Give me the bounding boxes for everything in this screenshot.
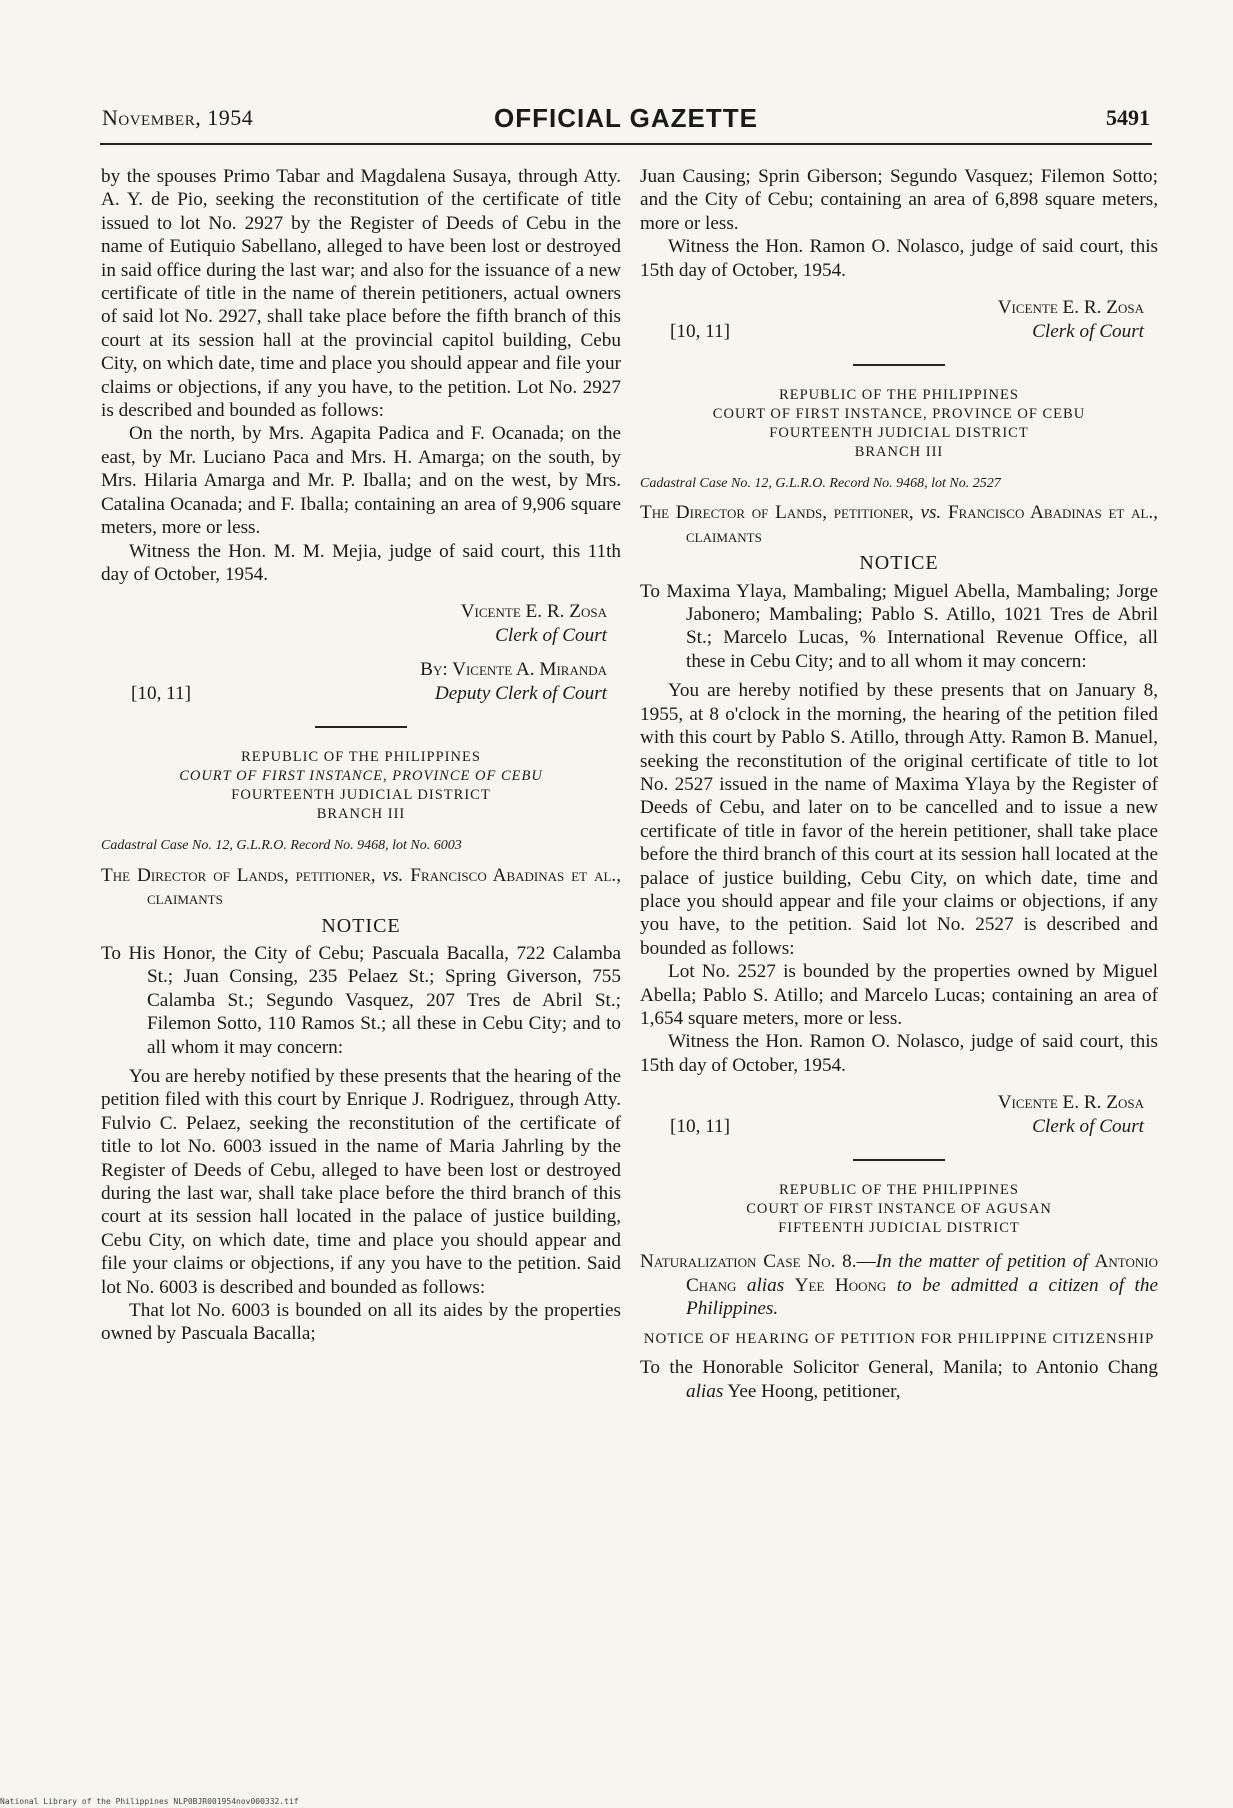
caption-matter: In the matter of petition of <box>875 1251 1095 1273</box>
lot-description-paragraph: That lot No. 6003 is bounded on all its aides by the properties owned by Pascuala Bacalla; <box>101 1300 621 1345</box>
court-line-district: FOURTEENTH JUDICIAL DISTRICT <box>769 425 1029 442</box>
signature-block-2 <box>640 1091 1158 1141</box>
publication-code: [10, 11] <box>131 683 192 705</box>
petitioner-name: Antonio Chang <box>686 1251 1158 1296</box>
court-line-district: FOURTEENTH JUDICIAL DISTRICT <box>231 787 491 804</box>
caption-claimants: Francisco Abadinas et al., claimants <box>686 502 1158 547</box>
court-line-district: FIFTEENTH JUDICIAL DISTRICT <box>778 1220 1020 1237</box>
court-line-republic: REPUBLIC OF THE PHILIPPINES <box>241 749 481 766</box>
signatory-name: Vicente E. R. Zosa <box>997 297 1144 319</box>
court-line-instance: COURT OF FIRST INSTANCE, PROVINCE OF CEBU <box>179 768 543 785</box>
case-caption <box>640 501 1158 548</box>
naturalization-case-label: Naturalization Case No. 8. <box>640 1251 857 1273</box>
alias-word: alias <box>736 1274 795 1296</box>
page-header <box>100 103 1152 145</box>
right-column <box>640 165 1158 1403</box>
signatory-title: Clerk of Court <box>495 625 607 647</box>
court-line-instance: COURT OF FIRST INSTANCE, PROVINCE OF CEBU <box>712 406 1086 423</box>
court-line-republic: REPUBLIC OF THE PHILIPPINES <box>779 387 1019 404</box>
notice-title: NOTICE <box>859 552 939 575</box>
signatory-name: Vicente E. R. Zosa <box>460 601 607 623</box>
case-caption <box>101 864 621 911</box>
witness-paragraph: Witness the Hon. M. M. Mejia, judge of said court, this 11th day of October, 1954. <box>101 540 621 585</box>
hearing-notice-title: NOTICE OF HEARING OF PETITION FOR PHILIPPINE CITIZENSHIP <box>643 1331 1155 1348</box>
section-divider-2 <box>853 1159 945 1161</box>
final-addressees <box>640 1356 1158 1403</box>
publication-title: OFFICIAL GAZETTE <box>494 103 758 133</box>
signatory-title: Clerk of Court <box>1032 1116 1144 1138</box>
case-record: Cadastral Case No. 12, G.L.R.O. Record No. 9468, lot No. 2527 <box>640 476 1001 492</box>
caption-petitioner: The Director of Lands, petitioner, <box>640 502 921 524</box>
publication-code: [10, 11] <box>670 321 731 343</box>
continued-paragraph: by the spouses Primo Tabar and Magdalena Susaya, through Atty. A. Y. de Pio, seeking the reconstitution of the certificate of title issued to lot No. 2927 by the Register of Deeds of Cebu in the name of Eutiquio Sabellano, alleged to have been lost or destroyed in said office during the last war; and also for the issuance of a new certificate of title in the name of therein petitioners, actual owners of said lot No. 2927, shall take place before the fifth branch of this court at its session hall at the provincial capitol building, Cebu City, on which date, time and place you should appear and file your claims or objections, if any you have, to the petition. Lot No. 2927 is described and bounded as follows: <box>101 166 621 422</box>
addressees-paragraph: To His Honor, the City of Cebu; Pascuala Bacalla, 722 Calamba St.; Juan Consing, 235 Pelaez St.; Spring Giverson, 755 Calamba St.; Segundo Vasquez, 207 Tres de Abril St.; Filemon Sotto, 110 Ramos St.; all these in Cebu City; and to all whom it may concern: <box>101 942 621 1058</box>
signature-block <box>640 296 1158 346</box>
continued-paragraph: Juan Causing; Sprin Giberson; Segundo Vasquez; Filemon Sotto; and the City of Cebu; containing an area of 6,898 square meters, more or less. <box>640 166 1158 234</box>
court-line-republic: REPUBLIC OF THE PHILIPPINES <box>779 1182 1019 1199</box>
section-divider <box>315 726 407 728</box>
caption-versus: vs. <box>920 502 942 524</box>
final-alias: alias <box>686 1380 724 1402</box>
deputy-title: Deputy Clerk of Court <box>434 683 607 705</box>
section-divider <box>853 364 945 366</box>
signatory-name: Vicente E. R. Zosa <box>997 1092 1144 1114</box>
issue-date: November, 1954 <box>102 105 254 130</box>
deputy-name: By: Vicente A. Miranda <box>420 659 607 681</box>
caption-petitioner: The Director of Lands, petitioner, <box>101 864 383 886</box>
caption-purpose: to be admitted a citizen of the Philippines. <box>686 1274 1158 1319</box>
addressees-paragraph: To Maxima Ylaya, Mambaling; Miguel Abella, Mambaling; Jorge Jabonero; Mambaling; Pablo S. Atillo, 1021 Tres de Abril St.; Marcelo Lucas, % International Revenue Office, all these in Cebu City; and to all whom it may concern: <box>640 580 1158 672</box>
page-number: 5491 <box>1106 105 1150 130</box>
court-heading <box>101 748 621 824</box>
notice-body-paragraph: You are hereby notified by these presents that the hearing of the petition filed with this court by Enrique J. Rodriguez, through Atty. Fulvio C. Pelaez, seeking the reconstitution of the certificate of title to lot No. 6003 issued in the name of Maria Jahrling by the Register of Deeds of Cebu, alleged to have been lost or destroyed during the last war, shall take place before the third branch of this court at its session hall located in the palace of justice building, Cebu City, on which date, time and place you should appear and file your claims or objections, if any you have to the petition. Said lot No. 6003 is described and bounded as follows: <box>101 1065 621 1298</box>
petitioner-alias: Yee Hoong <box>794 1274 887 1296</box>
witness-paragraph-2: Witness the Hon. Ramon O. Nolasco, judge of said court, this 15th day of October, 1954. <box>640 1031 1158 1076</box>
case-record: Cadastral Case No. 12, G.L.R.O. Record No. 9468, lot No. 6003 <box>101 838 462 854</box>
signature-block <box>101 600 621 650</box>
caption-claimants: Francisco Abadinas et al., claimants <box>147 864 621 910</box>
scan-footer: National Library of the Philippines NLP0BJR001954nov000332.tif <box>0 1797 299 1806</box>
final-addressees-a: To the Honorable Solicitor General, Manila; to Antonio Chang <box>640 1357 1158 1379</box>
publication-code: [10, 11] <box>670 1116 731 1138</box>
court-line-branch: BRANCH III <box>854 444 944 461</box>
caption-versus: vs. <box>382 864 404 886</box>
final-addressees-b: Yee Hoong, petitioner, <box>723 1380 901 1402</box>
court-heading-agusan <box>640 1181 1158 1238</box>
lot-description-paragraph: Lot No. 2527 is bounded by the properties owned by Miguel Abella; Pablo S. Atillo; and Marcelo Lucas; containing an area of 1,654 square meters, more or less. <box>640 961 1158 1029</box>
bounds-paragraph: On the north, by Mrs. Agapita Padica and F. Ocanada; on the east, by Mr. Luciano Paca and Mrs. H. Amarga; on the south, by Mrs. Hilaria Amarga and Mr. P. Iballa; and on the west, by Mrs. Catalina Ocanada; and F. Iballa; containing an area of 9,906 square meters, more or less. <box>101 423 621 539</box>
notice-title: NOTICE <box>321 914 401 937</box>
signatory-title: Clerk of Court <box>1032 321 1144 343</box>
naturalization-caption <box>640 1250 1158 1320</box>
caption-dash: — <box>856 1251 876 1273</box>
court-heading <box>640 386 1158 462</box>
left-column <box>101 165 621 1346</box>
court-line-instance: COURT OF FIRST INSTANCE OF AGUSAN <box>746 1201 1052 1218</box>
court-line-branch: BRANCH III <box>316 806 406 823</box>
notice-body-paragraph: You are hereby notified by these presents that on January 8, 1955, at 8 o'clock in the morning, the hearing of the petition filed with this court by Pablo S. Atillo, through Atty. Ramon B. Manuel, seeking the reconstitution of the original certificate of title to lot No. 2527 issued in the name of Maxima Ylaya by the Register of Deeds of Cebu, and later on to be cancelled and to issue a new certificate of title in favor of the herein petitioner, shall take place before the third branch of this court at its session hall located at the palace of justice building, Cebu City, on which date, time and place you should appear and file your claims or objections, if any you have, to the petition. Said lot No. 2527 is described and bounded as follows: <box>640 680 1158 959</box>
witness-paragraph: Witness the Hon. Ramon O. Nolasco, judge of said court, this 15th day of October, 1954. <box>640 236 1158 281</box>
deputy-signature-block <box>101 658 621 708</box>
